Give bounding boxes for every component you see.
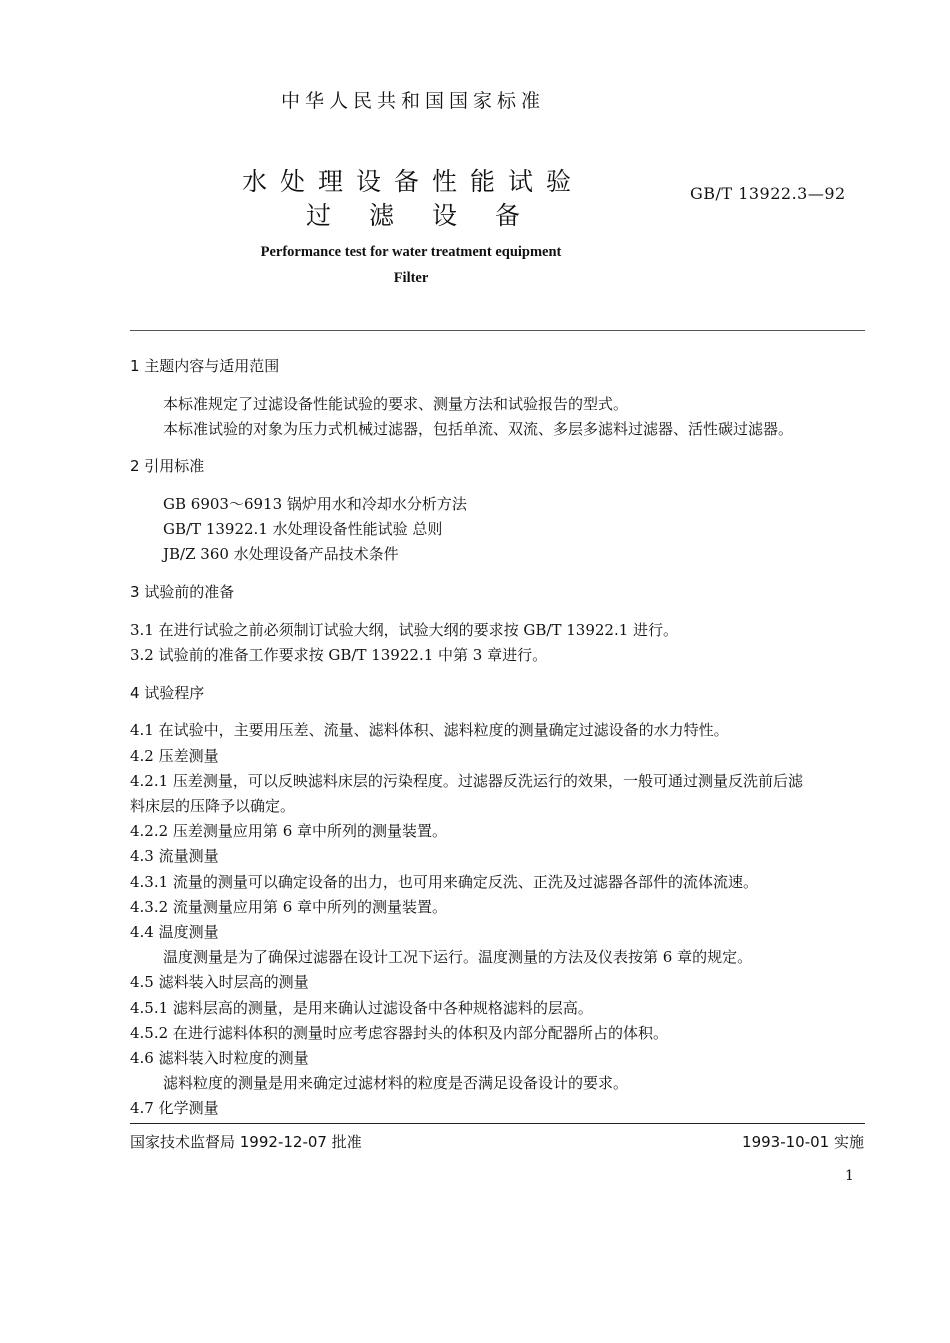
english-title-line-1: Performance test for water treatment equipment [260,244,562,260]
reference-2: GB/T 13922.1 水处理设备性能试验 总则 [163,520,443,538]
page-number: 1 [845,1168,854,1184]
reference-1: GB 6903～6913 锅炉用水和冷却水分析方法 [163,495,467,513]
approval-date: 国家技术监督局 1992-12-07 批准 [130,1133,362,1151]
national-standard-label: 中华人民共和国国家标准 [280,90,545,112]
clause-4-4: 4.4 温度测量 [130,923,219,941]
section-2-heading: 2 引用标准 [130,457,205,475]
section-1-heading: 1 主题内容与适用范围 [130,357,280,375]
clause-4-7: 4.7 化学测量 [130,1099,219,1117]
clause-4-5-1: 4.5.1 滤料层高的测量，是用来确认过滤设备中各种规格滤料的层高。 [130,999,593,1017]
effective-date: 1993-10-01 实施 [742,1133,864,1151]
clause-3-1: 3.1 在进行试验之前必须制订试验大纲，试验大纲的要求按 GB/T 13922.1 进行。 [130,621,679,639]
section-1-paragraph-2: 本标准试验的对象为压力式机械过滤器，包括单流、双流、多层多滤料过滤器、活性碳过滤器。 [163,420,794,438]
section-4-heading: 4 试验程序 [130,684,205,702]
footer-divider [130,1123,865,1124]
clause-4-2-2: 4.2.2 压差测量应用第 6 章中所列的测量装置。 [130,822,448,840]
standard-code: GB/T 13922.3—92 [690,184,846,203]
title-line-2: 过滤设备 [305,201,558,230]
clause-4-5: 4.5 滤料装入时层高的测量 [130,973,309,991]
clause-4-3-1: 4.3.1 流量的测量可以确定设备的出力，也可用来确定反洗、正洗及过滤器各部件的流体流速。 [130,873,758,891]
clause-4-1: 4.1 在试验中，主要用压差、流量、滤料体积、滤料粒度的测量确定过滤设备的水力特性。 [130,721,729,739]
clause-4-4-paragraph: 温度测量是为了确保过滤器在设计工况下运行。温度测量的方法及仪表按第 6 章的规定。 [163,948,753,966]
clause-4-3: 4.3 流量测量 [130,847,219,865]
english-title-line-2: Filter [393,270,429,286]
section-3-heading: 3 试验前的准备 [130,583,235,601]
clause-4-5-2: 4.5.2 在进行滤料体积的测量时应考虑容器封头的体积及内部分配器所占的体积。 [130,1024,668,1042]
clause-4-6-paragraph: 滤料粒度的测量是用来确定过滤材料的粒度是否满足设备设计的要求。 [163,1074,629,1092]
clause-4-2-1-line-2: 料床层的压降予以确定。 [130,797,296,815]
section-1-paragraph-1: 本标准规定了过滤设备性能试验的要求、测量方法和试验报告的型式。 [163,395,629,413]
clause-4-6: 4.6 滤料装入时粒度的测量 [130,1049,309,1067]
clause-3-2: 3.2 试验前的准备工作要求按 GB/T 13922.1 中第 3 章进行。 [130,646,548,664]
clause-4-3-2: 4.3.2 流量测量应用第 6 章中所列的测量装置。 [130,898,448,916]
reference-3: JB/Z 360 水处理设备产品技术条件 [163,545,399,563]
clause-4-2-1-line-1: 4.2.1 压差测量，可以反映滤料床层的污染程度。过滤器反洗运行的效果，一般可通过测量反洗前后滤 [130,772,803,790]
title-line-1: 水处理设备性能试验 [241,167,584,196]
clause-4-2: 4.2 压差测量 [130,747,219,765]
header-divider [130,330,865,331]
